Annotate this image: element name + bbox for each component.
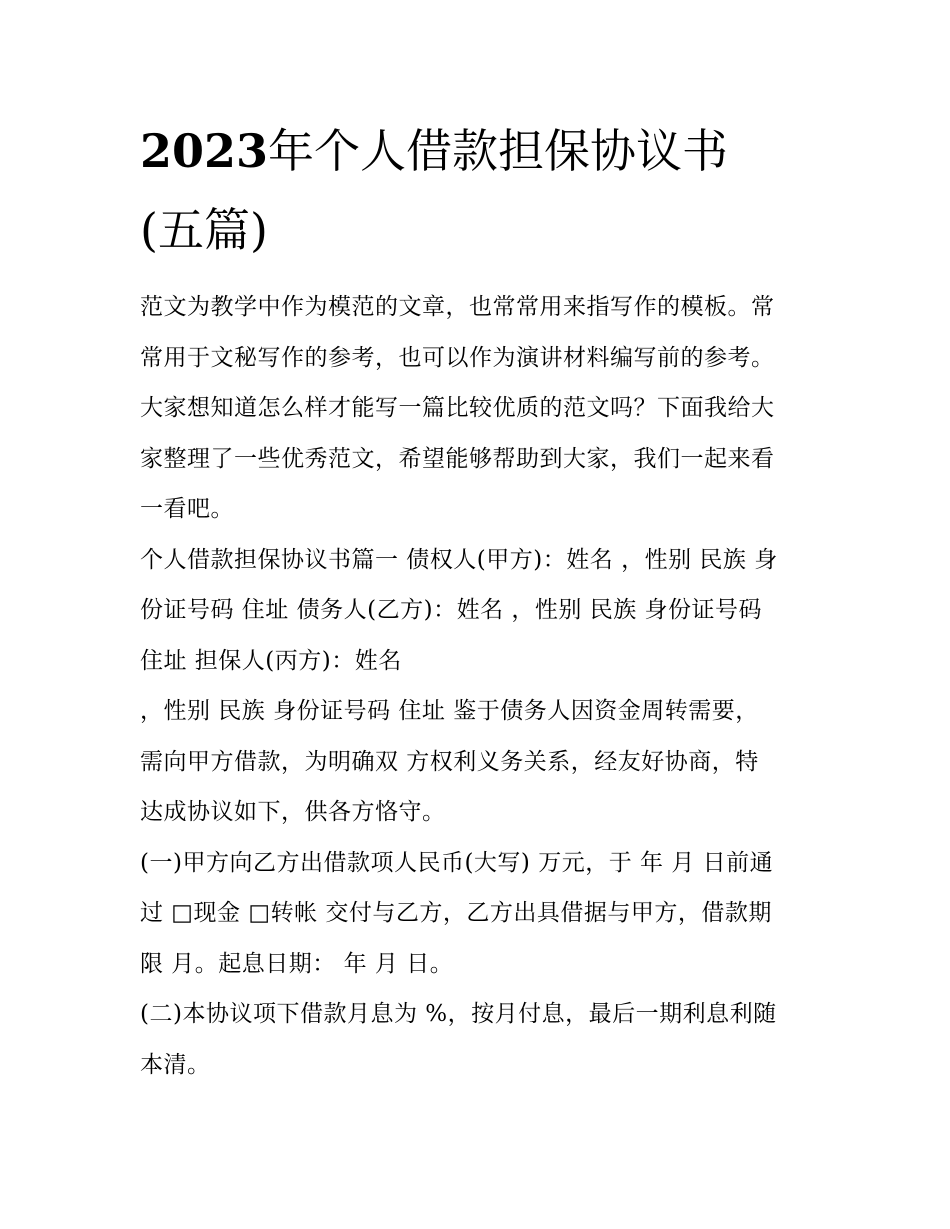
title-text: 年个人借款担保协议书 bbox=[268, 124, 729, 178]
paragraph-line: 住址 担保人(丙方)：姓名 bbox=[140, 647, 402, 674]
paragraph-line: 常用于文秘写作的参考，也可以作为演讲材料编写前的参考。 bbox=[140, 344, 775, 371]
paragraph-line: 个人借款担保协议书篇一 债权人(甲方)：姓名 ，性别 民族 身 bbox=[140, 546, 778, 573]
paragraph-line: ，性别 民族 身份证号码 住址 鉴于债务人因资金周转需要， bbox=[140, 698, 759, 724]
paragraph bbox=[140, 686, 812, 838]
paragraph-line: 达成协议如下，供各方恪守。 bbox=[140, 799, 446, 825]
document-title bbox=[140, 112, 812, 270]
paragraph-line: 大家想知道怎么样才能写一篇比较优质的范文吗？下面我给大 bbox=[140, 395, 775, 421]
paragraph bbox=[140, 535, 812, 687]
paragraph-line: 家整理了一些优秀范文，希望能够帮助到大家，我们一起来看 bbox=[140, 445, 775, 472]
paragraph-line: (一)甲方向乙方出借款项人民币(大写) 万元，于 年 月 日前通 bbox=[140, 849, 774, 876]
document-body bbox=[140, 282, 812, 1090]
title-line-1 bbox=[140, 112, 812, 191]
paragraph bbox=[140, 282, 812, 535]
paragraph-line: 范文为教学中作为模范的文章，也常常用来指写作的模板。常 bbox=[140, 294, 775, 320]
title-line-2: (五篇) bbox=[140, 203, 268, 257]
paragraph-line: 本清。 bbox=[140, 1051, 211, 1078]
paragraph-line: 份证号码 住址 债务人(乙方)：姓名 ，性别 民族 身份证号码 bbox=[140, 597, 763, 623]
paragraph bbox=[140, 838, 812, 990]
title-year: 2023 bbox=[140, 124, 269, 178]
paragraph-line: 过 □现金 □转帐 交付与乙方，乙方出具借据与甲方，借款期 bbox=[140, 900, 772, 926]
document-page bbox=[140, 112, 812, 1090]
paragraph-line: 需向甲方借款，为明确双 方权利义务关系，经友好协商，特 bbox=[140, 748, 759, 775]
paragraph-line: (二)本协议项下借款月息为 %，按月付息，最后一期利息利随 bbox=[140, 1001, 777, 1027]
paragraph-line: 一看吧。 bbox=[140, 496, 234, 522]
paragraph bbox=[140, 989, 812, 1090]
paragraph-line: 限 月。起息日期： 年 月 日。 bbox=[140, 950, 454, 977]
